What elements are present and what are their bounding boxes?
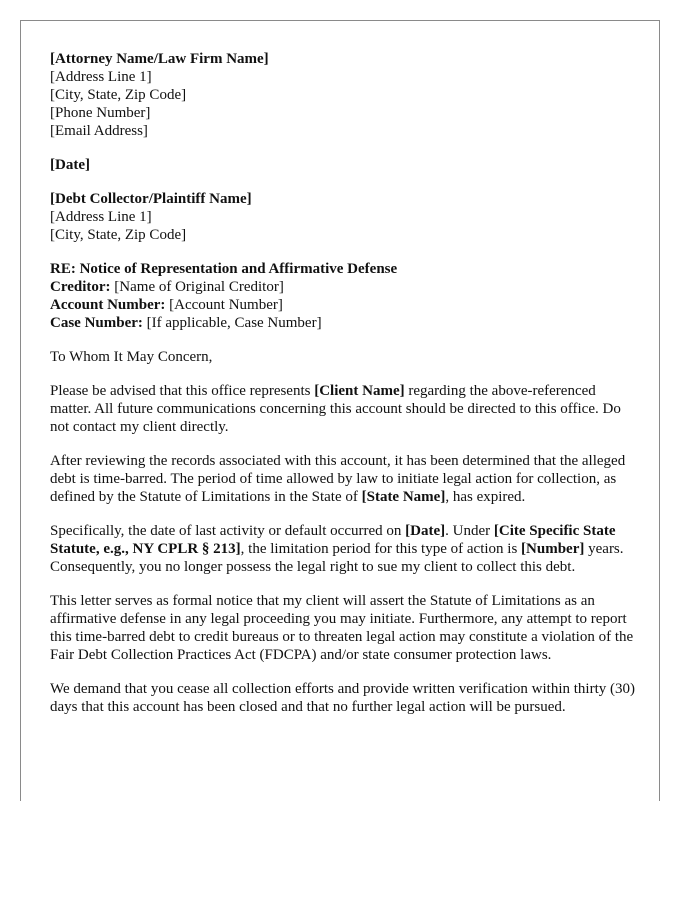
paragraph-affirmative-defense: This letter serves as formal notice that my client will assert the Statute of Limitations as an affirmative defense in any legal proceeding you may initiate. Furthermore, any attempt to report this time-barred debt to credit bureaus or to threaten legal action may constitute a violation of the Fair Debt Collection Practices Act (FDCPA) and/or state consumer protection laws. (50, 593, 634, 663)
paragraph-demand: We demand that you cease all collection efforts and provide written verification within thirty (30) days that this account has been closed and that no further legal action will be pursued. (50, 681, 635, 715)
sender-city: [City, State, Zip Code] (50, 87, 187, 103)
account-label: Account Number: (50, 297, 166, 313)
creditor-line (50, 278, 640, 296)
recipient-address: [Address Line 1] (50, 209, 152, 225)
case-line (50, 314, 640, 332)
letter-date: [Date] (50, 157, 90, 173)
creditor-value: [Name of Original Creditor] (110, 279, 284, 295)
p2-text-a: After reviewing the records associated with this account, it has been determined that the alleged debt is time-barred. The period of time allowed by law to initiate legal action for collection, as defined by the Statute of Limitations in the State of (50, 453, 626, 505)
recipient-city: [City, State, Zip Code] (50, 227, 187, 243)
case-label: Case Number: (50, 315, 143, 331)
sender-name: [Attorney Name/Law Firm Name] (50, 51, 269, 67)
date-block (50, 156, 640, 174)
reference-block (50, 260, 640, 332)
sender-address: [Address Line 1] (50, 69, 152, 85)
paragraph-representation (50, 382, 640, 436)
paragraph-time-barred (50, 452, 640, 506)
p1-text-b: regarding the above-referenced matter. All future communications concerning this account should be directed to this office. Do not contact my client directly. (50, 383, 621, 435)
p3-text-a: Specifically, the date of last activity or default occurred on (50, 523, 406, 539)
recipient-name: [Debt Collector/Plaintiff Name] (50, 191, 252, 207)
sender-phone: [Phone Number] (50, 105, 151, 121)
statute-citation: [Cite Specific State Statute, e.g., NY CPLR § 213] (50, 523, 616, 557)
sender-block (50, 50, 640, 140)
recipient-block (50, 190, 640, 244)
case-value: [If applicable, Case Number] (142, 315, 322, 331)
limitation-years: [Number] (521, 541, 585, 557)
p3-text-b: . Under (445, 523, 494, 539)
sender-email: [Email Address] (50, 123, 148, 139)
p1-text-a: Please be advised that this office represents (50, 383, 315, 399)
account-line (50, 296, 640, 314)
salutation: To Whom It May Concern, (50, 349, 213, 365)
letter-page (20, 20, 660, 801)
p3-text-c: , the limitation period for this type of action is (240, 541, 522, 557)
creditor-label: Creditor: (50, 279, 111, 295)
account-value: [Account Number] (165, 297, 283, 313)
p2-text-b: , has expired. (445, 489, 526, 505)
letter-body (50, 50, 640, 732)
default-date: [Date] (405, 523, 446, 539)
re-subject: RE: Notice of Representation and Affirmative Defense (50, 261, 398, 277)
client-name: [Client Name] (314, 383, 405, 399)
p3-text-d: years. Consequently, you no longer possess the legal right to sue my client to collect this debt. (50, 541, 624, 575)
state-name: [State Name] (361, 489, 446, 505)
paragraph-statute (50, 522, 640, 576)
